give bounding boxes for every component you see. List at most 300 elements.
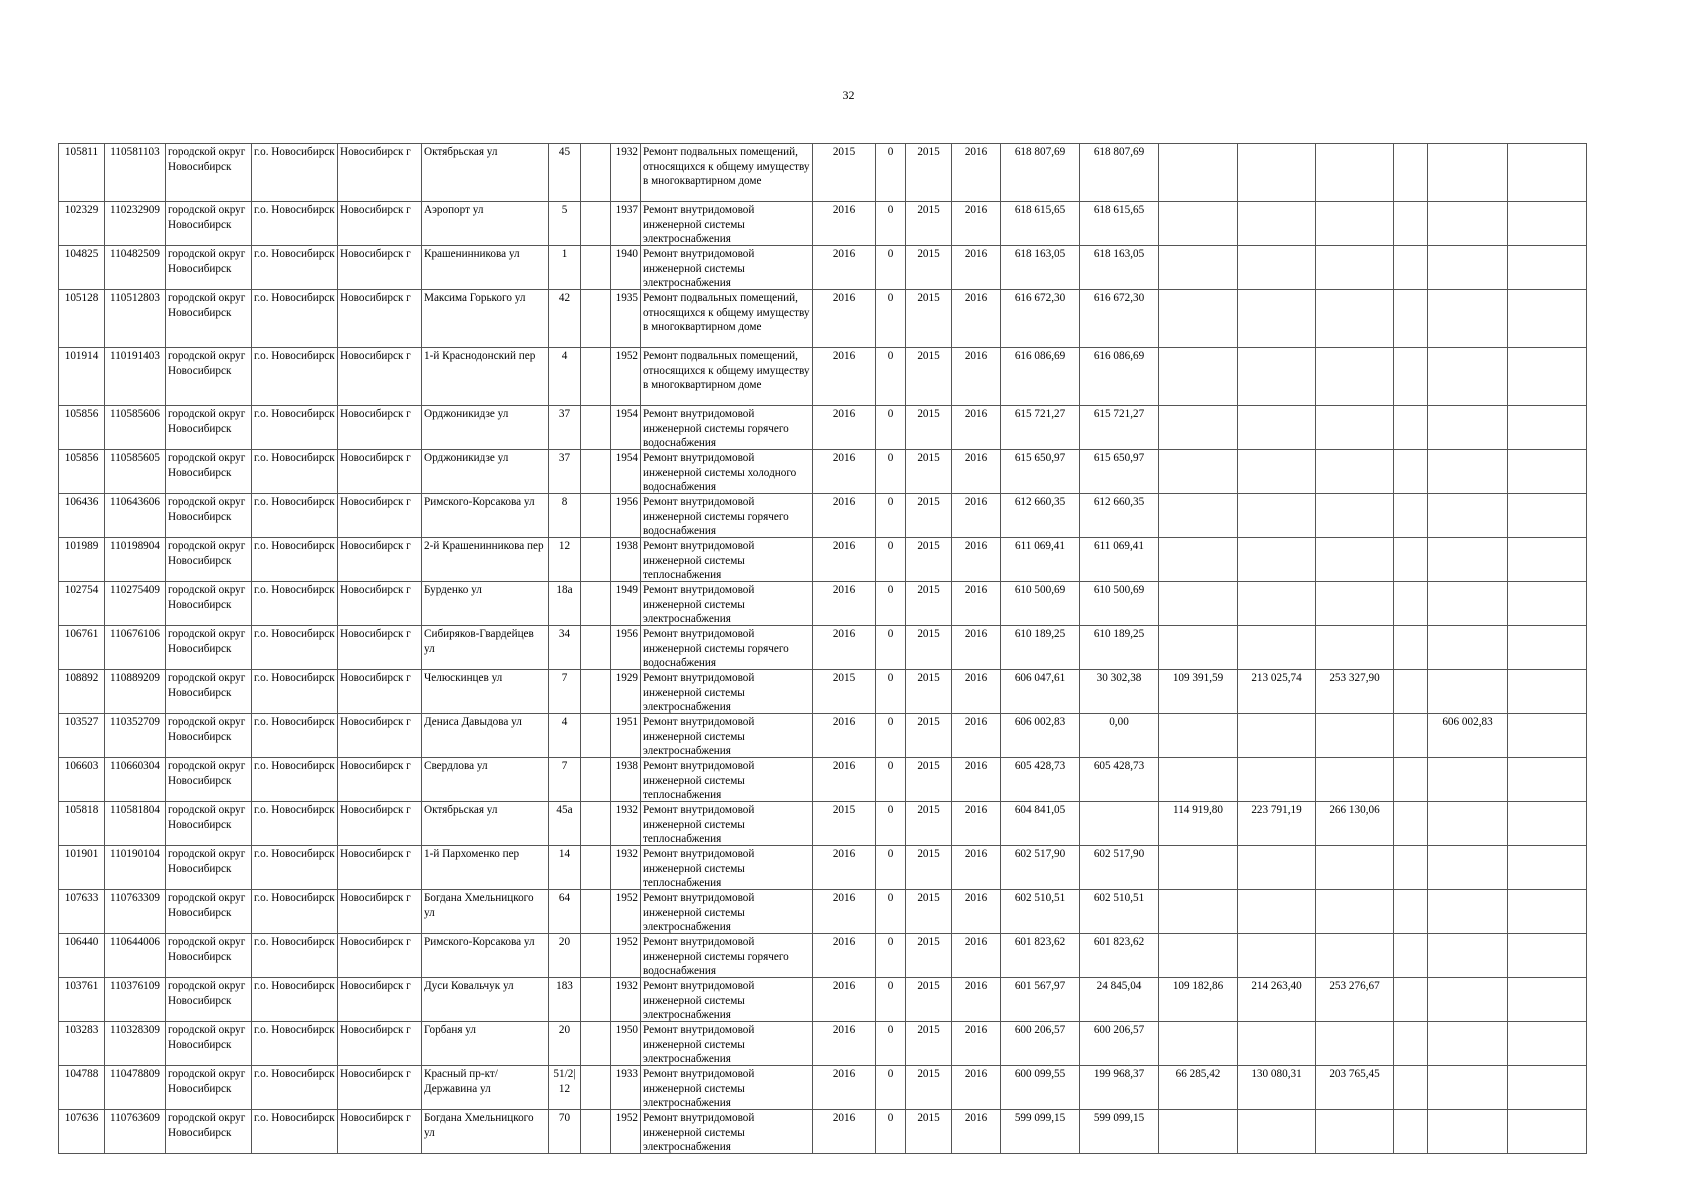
cell-text: Новосибирск г (340, 892, 411, 904)
cell-urban-okrug (252, 406, 338, 450)
cell-cost-2 (1159, 246, 1238, 290)
cell-text: 601 823,62 (1014, 936, 1066, 948)
cell-cost-2 (1159, 670, 1238, 714)
cell-record-id (59, 144, 105, 202)
cell-cost-6 (1428, 890, 1508, 934)
cell-text: 601 567,97 (1014, 980, 1066, 992)
cell-cost-4 (1316, 934, 1394, 978)
cell-cost-4 (1316, 670, 1394, 714)
cell-cost-1 (1080, 1110, 1159, 1154)
cell-house-code (105, 890, 166, 934)
registry-body (59, 144, 1587, 1154)
cell-street (422, 934, 549, 978)
cell-text: 2015 (917, 248, 940, 260)
cell-text: 618 807,69 (1014, 146, 1066, 158)
cell-text: городской округ Новосибирск (168, 204, 246, 231)
cell-text: г.о. Новосибирск (254, 936, 335, 948)
cell-house-code (105, 290, 166, 348)
cell-municipal-district (166, 1022, 252, 1066)
cell-cost-3 (1238, 450, 1316, 494)
cell-start-year (906, 290, 952, 348)
cell-house-number (549, 978, 581, 1022)
cell-cost-7 (1508, 670, 1587, 714)
cell-build-year (611, 978, 641, 1022)
cell-text: 110644006 (110, 936, 160, 948)
cell-municipal-district (166, 1066, 252, 1110)
cell-start-year (906, 246, 952, 290)
cell-text: 615 721,27 (1093, 408, 1145, 420)
cell-total-cost (1001, 290, 1080, 348)
cell-text: Ремонт внутридомовой инженерной системы теплоснабжения (643, 848, 755, 889)
cell-text: 0 (887, 292, 894, 304)
cell-cost-1 (1080, 348, 1159, 406)
cell-text: городской округ Новосибирск (168, 848, 246, 875)
cell-cost-5 (1394, 290, 1428, 348)
cell-text: 606 002,83 (1442, 716, 1493, 728)
cell-text: 110585606 (110, 408, 160, 420)
cell-text: 2016 (964, 980, 988, 992)
cell-text: 2016 (964, 716, 988, 728)
cell-cost-5 (1394, 582, 1428, 626)
cell-build-year (611, 934, 641, 978)
cell-total-cost (1001, 406, 1080, 450)
cell-text: г.о. Новосибирск (254, 204, 335, 216)
cell-end-year (952, 406, 1001, 450)
cell-cost-2 (1159, 1110, 1238, 1154)
cell-build-year (611, 246, 641, 290)
table-row (59, 670, 1587, 714)
cell-build-year (611, 846, 641, 890)
cell-end-year (952, 714, 1001, 758)
cell-street (422, 582, 549, 626)
cell-build-year (611, 758, 641, 802)
cell-cost-6 (1428, 246, 1508, 290)
cell-cost-3 (1238, 626, 1316, 670)
table-row (59, 1022, 1587, 1066)
cell-zero-flag (876, 1110, 906, 1154)
cell-text: 1-й Пархоменко пер (424, 848, 520, 860)
cell-text: Дениса Давыдова ул (424, 716, 522, 728)
cell-text: 110376109 (110, 980, 160, 992)
cell-record-id (59, 202, 105, 246)
cell-work-type (641, 406, 813, 450)
cell-text: Новосибирск г (340, 452, 411, 464)
cell-municipal-district (166, 714, 252, 758)
cell-text: 110676106 (110, 628, 160, 640)
cell-text: 1950 (615, 1024, 638, 1036)
cell-text: 2-й Крашенинникова пер (424, 540, 544, 552)
cell-text: 1935 (615, 292, 638, 304)
cell-record-id (59, 758, 105, 802)
cell-plan-year (813, 1110, 876, 1154)
cell-build-year (611, 890, 641, 934)
cell-build-year (611, 348, 641, 406)
cell-text: 1 (561, 248, 568, 260)
cell-plan-year (813, 758, 876, 802)
cell-cost-4 (1316, 1066, 1394, 1110)
cell-text: г.о. Новосибирск (254, 496, 335, 508)
cell-cost-4 (1316, 978, 1394, 1022)
cell-text: 103527 (64, 716, 99, 728)
cell-total-cost (1001, 1022, 1080, 1066)
cell-text: Аэропорт ул (424, 204, 484, 216)
cell-total-cost (1001, 144, 1080, 202)
cell-house-code (105, 202, 166, 246)
cell-total-cost (1001, 626, 1080, 670)
cell-cost-7 (1508, 890, 1587, 934)
cell-record-id (59, 582, 105, 626)
cell-municipal-district (166, 538, 252, 582)
cell-text: 253 276,67 (1329, 980, 1380, 992)
repair-registry-table (58, 143, 1587, 1154)
cell-text: 605 428,73 (1014, 760, 1066, 772)
cell-cost-6 (1428, 406, 1508, 450)
cell-record-id (59, 670, 105, 714)
cell-record-id (59, 348, 105, 406)
cell-text: 616 672,30 (1014, 292, 1066, 304)
cell-cost-7 (1508, 802, 1587, 846)
cell-text: 0 (887, 672, 894, 684)
cell-cost-7 (1508, 1110, 1587, 1154)
cell-text: 2015 (917, 980, 940, 992)
cell-end-year (952, 670, 1001, 714)
cell-zero-flag (876, 538, 906, 582)
cell-text: 602 517,90 (1093, 848, 1145, 860)
cell-text: 104788 (64, 1068, 99, 1080)
cell-text: Ремонт внутридомовой инженерной системы электроснабжения (643, 1024, 755, 1065)
cell-text: г.о. Новосибирск (254, 848, 335, 860)
cell-cost-6 (1428, 1022, 1508, 1066)
cell-start-year (906, 846, 952, 890)
cell-empty-cell (581, 406, 611, 450)
cell-text: 604 841,05 (1014, 804, 1066, 816)
cell-end-year (952, 538, 1001, 582)
cell-text: 2016 (832, 892, 856, 904)
cell-cost-3 (1238, 246, 1316, 290)
cell-total-cost (1001, 890, 1080, 934)
cell-urban-okrug (252, 670, 338, 714)
cell-plan-year (813, 934, 876, 978)
cell-text: 2016 (832, 716, 856, 728)
cell-municipal-district (166, 202, 252, 246)
cell-text: Ремонт внутридомовой инженерной системы холодного водоснабжения (643, 452, 797, 493)
cell-cost-3 (1238, 348, 1316, 406)
cell-start-year (906, 406, 952, 450)
cell-text: 602 517,90 (1014, 848, 1066, 860)
cell-work-type (641, 494, 813, 538)
cell-street (422, 846, 549, 890)
cell-text: городской округ Новосибирск (168, 146, 246, 173)
cell-text: 2016 (832, 760, 856, 772)
cell-work-type (641, 934, 813, 978)
cell-end-year (952, 290, 1001, 348)
cell-urban-okrug (252, 494, 338, 538)
cell-cost-3 (1238, 144, 1316, 202)
cell-text: Богдана Хмельницкого ул (424, 892, 534, 919)
cell-text: 2016 (832, 848, 856, 860)
cell-text: 2016 (964, 248, 988, 260)
cell-cost-5 (1394, 670, 1428, 714)
cell-plan-year (813, 890, 876, 934)
cell-text: 110191403 (110, 350, 160, 362)
cell-house-code (105, 846, 166, 890)
cell-cost-3 (1238, 494, 1316, 538)
cell-text: 30 302,38 (1096, 672, 1142, 684)
cell-empty-cell (581, 144, 611, 202)
cell-zero-flag (876, 934, 906, 978)
cell-cost-4 (1316, 246, 1394, 290)
cell-text: 602 510,51 (1093, 892, 1145, 904)
cell-text: 2016 (832, 1024, 856, 1036)
cell-urban-okrug (252, 978, 338, 1022)
cell-start-year (906, 348, 952, 406)
cell-text: 2015 (917, 350, 940, 362)
cell-plan-year (813, 714, 876, 758)
cell-settlement (338, 626, 422, 670)
cell-house-number (549, 1110, 581, 1154)
cell-work-type (641, 290, 813, 348)
cell-text: г.о. Новосибирск (254, 584, 335, 596)
cell-street (422, 626, 549, 670)
cell-text: 108892 (64, 672, 99, 684)
cell-zero-flag (876, 202, 906, 246)
cell-house-number (549, 494, 581, 538)
cell-cost-4 (1316, 348, 1394, 406)
cell-text: Орджоникидзе ул (424, 408, 509, 420)
cell-text: 105856 (64, 452, 99, 464)
cell-plan-year (813, 626, 876, 670)
cell-text: городской округ Новосибирск (168, 980, 246, 1007)
cell-start-year (906, 758, 952, 802)
cell-street (422, 758, 549, 802)
cell-text: 24 845,04 (1096, 980, 1142, 992)
cell-cost-7 (1508, 202, 1587, 246)
cell-house-code (105, 582, 166, 626)
cell-zero-flag (876, 1066, 906, 1110)
cell-municipal-district (166, 978, 252, 1022)
cell-text: 2015 (917, 146, 940, 158)
cell-start-year (906, 494, 952, 538)
cell-record-id (59, 802, 105, 846)
cell-cost-1 (1080, 494, 1159, 538)
cell-empty-cell (581, 758, 611, 802)
cell-cost-2 (1159, 290, 1238, 348)
cell-cost-4 (1316, 1110, 1394, 1154)
cell-cost-5 (1394, 144, 1428, 202)
cell-start-year (906, 1022, 952, 1066)
cell-house-number (549, 626, 581, 670)
cell-start-year (906, 450, 952, 494)
table-row (59, 582, 1587, 626)
cell-text: 37 (558, 408, 571, 420)
cell-end-year (952, 450, 1001, 494)
cell-empty-cell (581, 978, 611, 1022)
cell-text: 2016 (964, 584, 988, 596)
cell-zero-flag (876, 144, 906, 202)
cell-total-cost (1001, 348, 1080, 406)
cell-urban-okrug (252, 1022, 338, 1066)
cell-empty-cell (581, 1110, 611, 1154)
cell-cost-5 (1394, 494, 1428, 538)
cell-zero-flag (876, 494, 906, 538)
cell-text: 7 (561, 760, 568, 772)
cell-plan-year (813, 538, 876, 582)
cell-house-code (105, 978, 166, 1022)
cell-end-year (952, 202, 1001, 246)
cell-cost-1 (1080, 450, 1159, 494)
cell-build-year (611, 538, 641, 582)
cell-text: 2016 (832, 584, 856, 596)
cell-total-cost (1001, 714, 1080, 758)
cell-build-year (611, 670, 641, 714)
cell-urban-okrug (252, 846, 338, 890)
cell-text: 611 069,41 (1094, 540, 1144, 552)
cell-text: 0 (887, 628, 894, 640)
cell-urban-okrug (252, 144, 338, 202)
cell-house-number (549, 934, 581, 978)
cell-text: 2016 (832, 350, 856, 362)
cell-cost-3 (1238, 1110, 1316, 1154)
cell-street (422, 802, 549, 846)
cell-cost-5 (1394, 890, 1428, 934)
cell-total-cost (1001, 978, 1080, 1022)
cell-text: 618 163,05 (1093, 248, 1145, 260)
cell-text: 1951 (615, 716, 638, 728)
cell-street (422, 290, 549, 348)
cell-cost-1 (1080, 978, 1159, 1022)
cell-text: 2015 (917, 292, 940, 304)
cell-text: 266 130,06 (1329, 804, 1380, 816)
cell-text: 2016 (832, 496, 856, 508)
cell-text: 34 (558, 628, 571, 640)
cell-cost-5 (1394, 348, 1428, 406)
cell-empty-cell (581, 290, 611, 348)
cell-text: 0 (887, 892, 894, 904)
cell-text: 0 (887, 452, 894, 464)
cell-text: 2016 (832, 408, 856, 420)
cell-work-type (641, 626, 813, 670)
cell-text: 618 615,65 (1014, 204, 1066, 216)
cell-build-year (611, 1110, 641, 1154)
cell-text: Новосибирск г (340, 540, 411, 552)
cell-end-year (952, 348, 1001, 406)
cell-cost-6 (1428, 758, 1508, 802)
cell-text: 2016 (964, 760, 988, 772)
cell-text: Ремонт внутридомовой инженерной системы горячего водоснабжения (643, 628, 789, 669)
cell-end-year (952, 1110, 1001, 1154)
cell-cost-5 (1394, 538, 1428, 582)
cell-cost-3 (1238, 758, 1316, 802)
cell-house-code (105, 348, 166, 406)
cell-municipal-district (166, 582, 252, 626)
cell-text: Новосибирск г (340, 408, 411, 420)
cell-text: городской округ Новосибирск (168, 716, 246, 743)
cell-text: 612 660,35 (1014, 496, 1066, 508)
cell-text: 1937 (615, 204, 638, 216)
cell-text: 615 650,97 (1014, 452, 1066, 464)
cell-cost-4 (1316, 890, 1394, 934)
cell-text: 0 (887, 936, 894, 948)
cell-text: г.о. Новосибирск (254, 408, 335, 420)
cell-cost-2 (1159, 978, 1238, 1022)
cell-start-year (906, 1066, 952, 1110)
cell-end-year (952, 1022, 1001, 1066)
cell-text: 2016 (832, 628, 856, 640)
cell-street (422, 348, 549, 406)
cell-cost-6 (1428, 934, 1508, 978)
cell-text: 4 (561, 350, 568, 362)
cell-text: 223 791,19 (1251, 804, 1302, 816)
cell-text: 110763609 (110, 1112, 160, 1124)
cell-text: 45а (556, 804, 573, 816)
cell-text: Новосибирск г (340, 936, 411, 948)
cell-text: Ремонт внутридомовой инженерной системы горячего водоснабжения (643, 496, 789, 537)
cell-text: Новосибирск г (340, 672, 411, 684)
cell-text: 602 510,51 (1014, 892, 1066, 904)
cell-municipal-district (166, 144, 252, 202)
cell-street (422, 406, 549, 450)
cell-house-code (105, 934, 166, 978)
cell-text: Новосибирск г (340, 204, 411, 216)
cell-house-code (105, 246, 166, 290)
cell-municipal-district (166, 1110, 252, 1154)
cell-cost-5 (1394, 406, 1428, 450)
cell-text: Красный пр-кт/Державина ул (424, 1068, 498, 1095)
cell-zero-flag (876, 246, 906, 290)
cell-cost-4 (1316, 802, 1394, 846)
cell-cost-3 (1238, 1022, 1316, 1066)
cell-text: 2015 (917, 936, 940, 948)
cell-empty-cell (581, 202, 611, 246)
cell-text: городской округ Новосибирск (168, 292, 246, 319)
cell-cost-5 (1394, 978, 1428, 1022)
cell-text: 12 (558, 540, 571, 552)
cell-text: Новосибирск г (340, 716, 411, 728)
cell-cost-7 (1508, 494, 1587, 538)
cell-house-code (105, 450, 166, 494)
cell-text: Богдана Хмельницкого ул (424, 1112, 534, 1139)
cell-text: Ремонт внутридомовой инженерной системы теплоснабжения (643, 760, 755, 801)
cell-text: 2016 (964, 204, 988, 216)
cell-text: 104825 (64, 248, 99, 260)
cell-text: 2015 (917, 848, 940, 860)
cell-text: Ремонт внутридомовой инженерной системы электроснабжения (643, 584, 755, 625)
cell-text: 2016 (832, 936, 856, 948)
cell-record-id (59, 1110, 105, 1154)
cell-start-year (906, 802, 952, 846)
cell-text: 105128 (64, 292, 99, 304)
cell-empty-cell (581, 538, 611, 582)
cell-empty-cell (581, 802, 611, 846)
cell-work-type (641, 670, 813, 714)
cell-start-year (906, 626, 952, 670)
cell-text: 612 660,35 (1093, 496, 1145, 508)
cell-cost-7 (1508, 450, 1587, 494)
cell-house-code (105, 1110, 166, 1154)
cell-cost-1 (1080, 1066, 1159, 1110)
cell-text: городской округ Новосибирск (168, 936, 246, 963)
cell-end-year (952, 494, 1001, 538)
cell-text: 2016 (964, 628, 988, 640)
cell-text: 109 391,59 (1172, 672, 1224, 684)
cell-text: 0 (887, 1112, 894, 1124)
cell-plan-year (813, 846, 876, 890)
cell-text: 0,00 (1109, 716, 1129, 728)
cell-total-cost (1001, 670, 1080, 714)
table-row (59, 348, 1587, 406)
cell-text: 2016 (832, 248, 856, 260)
cell-zero-flag (876, 406, 906, 450)
